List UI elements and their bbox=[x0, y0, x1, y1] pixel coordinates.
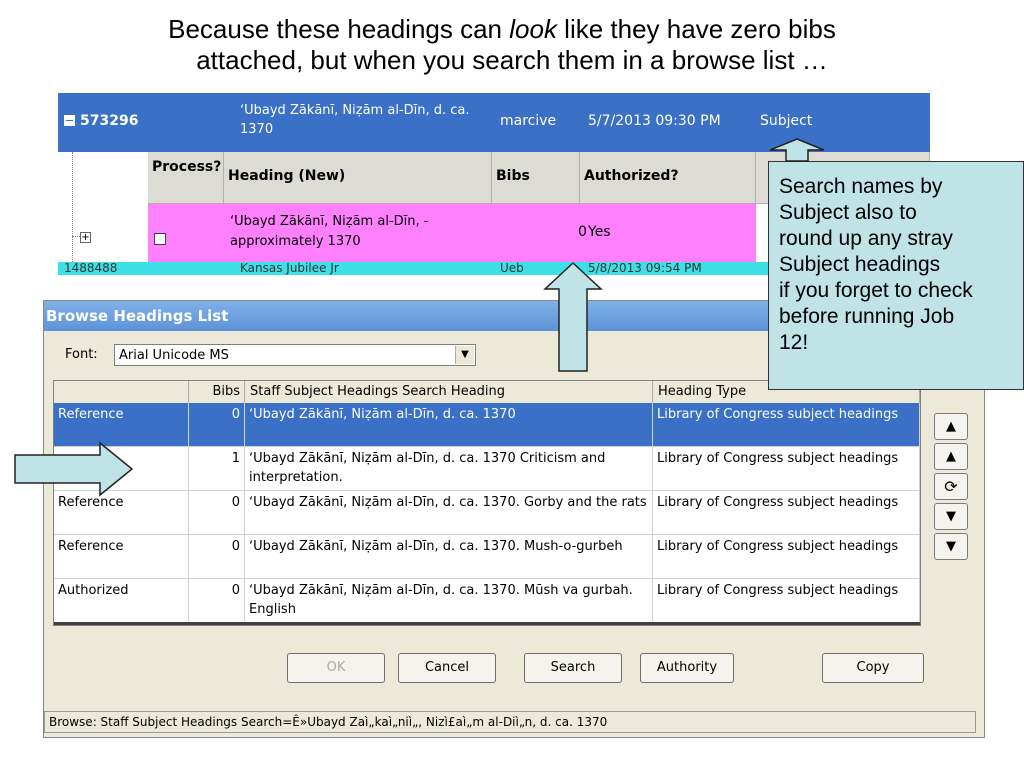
cancel-button[interactable]: Cancel bbox=[398, 653, 496, 683]
job-row-next-partial[interactable]: 1488488 Kansas Jubilee Jr Ueb 5/8/2013 09:54 PM bbox=[58, 262, 930, 275]
grid-bottom-border bbox=[54, 622, 920, 625]
heading-subrow[interactable] bbox=[148, 204, 756, 262]
job-type: Subject bbox=[760, 113, 813, 129]
job-user: marcive bbox=[500, 113, 557, 129]
job-id: 573296 bbox=[80, 113, 139, 129]
up-arrow-small-icon bbox=[768, 138, 826, 162]
font-select-value: Arial Unicode MS bbox=[119, 348, 229, 363]
process-checkbox[interactable] bbox=[154, 233, 166, 245]
font-label: Font: bbox=[65, 347, 98, 362]
job-date: 5/7/2013 09:30 PM bbox=[588, 113, 721, 129]
ok-button[interactable]: OK bbox=[287, 653, 385, 683]
right-arrow-icon bbox=[14, 442, 134, 496]
table-row[interactable]: Reference 0 ʻUbayd Zākānī, Niẓām al-Dīn, d. ca. 1370 Library of Congress subject headings bbox=[54, 403, 920, 447]
callout-box bbox=[768, 161, 1024, 390]
tree-connector-branch bbox=[72, 236, 80, 237]
up-arrow-icon bbox=[543, 262, 603, 372]
refresh-icon[interactable]: ⟳ bbox=[934, 473, 968, 500]
col-header-bibs-count[interactable]: Bibs bbox=[189, 381, 245, 403]
slide-title-line-1: Because these headings can look like they have zero bibs bbox=[168, 14, 836, 44]
col-header-heading-type[interactable]: Heading Type bbox=[653, 381, 920, 403]
subrow-bibs: 0 bbox=[578, 224, 587, 240]
table-row[interactable]: 1 ʻUbayd Zākānī, Niẓām al-Dīn, d. ca. 1370 Criticism and interpretation. Library of Congress subject headings bbox=[54, 447, 920, 491]
col-header-status[interactable] bbox=[54, 381, 189, 403]
subrow-authorized: Yes bbox=[588, 224, 611, 240]
chevron-down-icon[interactable]: ▼ bbox=[455, 346, 474, 364]
table-row[interactable]: Reference 0 ʻUbayd Zākānī, Niẓām al-Dīn, d. ca. 1370. Gorby and the rats Library of Congress subject headings bbox=[54, 491, 920, 535]
subrow-heading: ʻUbayd Zākānī, Niẓām al-Dīn, -approximately 1370 bbox=[230, 214, 429, 249]
slide-title-line-2: attached, but when you search them in a browse list … bbox=[196, 45, 828, 75]
previous-icon[interactable]: ▲ bbox=[934, 443, 968, 470]
dialog-titlebar[interactable]: Browse Headings List bbox=[44, 301, 984, 331]
status-bar: Browse: Staff Subject Headings Search=Ê»Ubayd Zaì„kaì„niì„, Nizì£aì„m al-Diì„n, d. ca. 1370 bbox=[44, 711, 976, 733]
headings-grid bbox=[53, 380, 921, 626]
table-row[interactable]: Authorized 0 ʻUbayd Zākānī, Niẓām al-Dīn, d. ca. 1370. Mūsh va gurbah. English Library of Congress subject headings bbox=[54, 579, 920, 623]
table-row[interactable]: Reference 0 ʻUbayd Zākānī, Niẓām al-Dīn, d. ca. 1370. Mush-o-gurbeh Library of Congress subject headings bbox=[54, 535, 920, 579]
col-header-search-heading[interactable]: Staff Subject Headings Search Heading bbox=[245, 381, 653, 403]
font-select[interactable] bbox=[114, 344, 476, 366]
authority-button[interactable]: Authority bbox=[640, 653, 734, 683]
col-header-authorized[interactable]: Authorized? bbox=[580, 152, 756, 204]
search-button[interactable]: Search bbox=[524, 653, 622, 683]
copy-button[interactable]: Copy bbox=[822, 653, 924, 683]
col-header-bibs[interactable]: Bibs bbox=[492, 152, 580, 204]
col-header-process[interactable]: Process? bbox=[148, 152, 224, 204]
first-page-icon[interactable]: ▲ bbox=[934, 413, 968, 440]
callout-text: Search names by Subject also to round up any stray Subject headings if you forget to check before running Job 12! bbox=[779, 175, 973, 354]
tree-connector bbox=[72, 152, 73, 262]
expand-icon[interactable]: + bbox=[81, 232, 90, 243]
last-page-icon[interactable]: ▼ bbox=[934, 533, 968, 560]
job-heading-name: ʻUbayd Zākānī, Niẓām al-Dīn, d. ca. 1370 bbox=[240, 103, 470, 137]
slide-title bbox=[0, 14, 1024, 76]
next-icon[interactable]: ▼ bbox=[934, 503, 968, 530]
collapse-icon[interactable] bbox=[64, 115, 75, 126]
col-header-heading-new[interactable]: Heading (New) bbox=[224, 152, 492, 204]
